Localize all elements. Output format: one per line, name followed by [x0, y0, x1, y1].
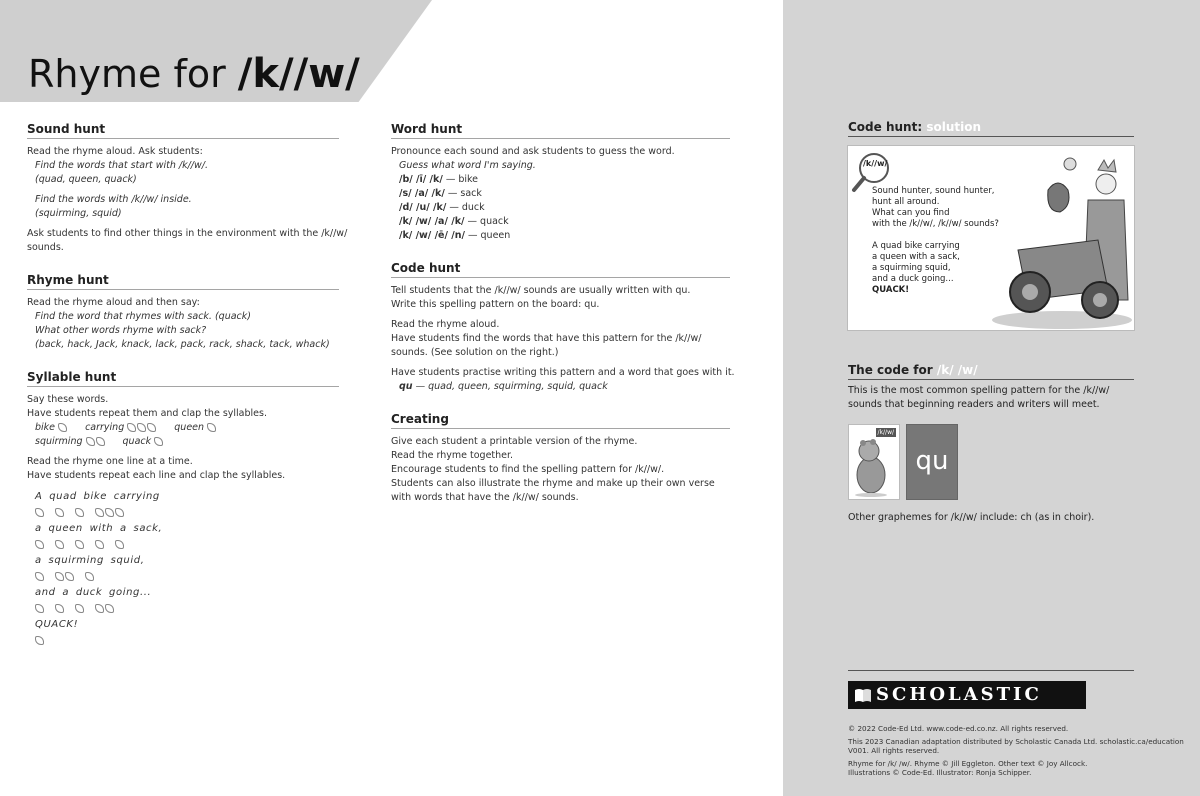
code-hunt-l7: qu — quad, queen, squirming, squid, quack [399, 381, 608, 392]
clap-icon [86, 437, 95, 446]
sound-hunt-outro: Ask students to find other things in the environment with the /k//w/ [27, 228, 348, 239]
scholastic-logo [848, 681, 1086, 709]
clap-row-4 [27, 601, 339, 617]
logo-text: SCHOLASTIC [876, 684, 1042, 705]
creating-line: Encourage students to find the spelling pattern for /k//w/. [391, 464, 665, 475]
title-sound: /k//w/ [237, 51, 360, 97]
clap-icon [207, 423, 216, 432]
quokka-card-badge: /k//w/ [877, 429, 894, 436]
sound-hunt-intro: Read the rhyme aloud. Ask students: [27, 146, 203, 157]
creating-line: with words that have the /k//w/ sounds. [391, 492, 579, 503]
sound-hunt-q1: Find the words that start with /k//w/. [35, 160, 208, 171]
code-hunt-l3: Read the rhyme aloud. [391, 319, 500, 330]
open-book-icon [854, 687, 872, 703]
solution-verse: Sound hunter, sound hunter, hunt all around. What can you find with the /k//w/, /k//w/ sounds? A quad bike carrying a queen with a sack, a squirming squid, and a duck going... QUACK! [872, 186, 999, 295]
creating-section [391, 412, 730, 505]
clap-icon [127, 423, 136, 432]
other-graphemes: Other graphemes for /k//w/ include: ch (as in choir). [848, 512, 1095, 523]
clap-icon [96, 437, 105, 446]
clap-row-5 [27, 633, 339, 649]
code-hunt-l4: Have students find the words that have this pattern for the /k//w/ [391, 333, 702, 344]
rhyme-line-4: and a duck going... [35, 587, 152, 598]
copyright-line: © 2022 Code-Ed Ltd. www.code-ed.co.nz. All rights reserved. [848, 724, 1069, 733]
quokka-card [848, 424, 900, 500]
word-hunt-heading: Word hunt [391, 122, 730, 139]
rhyme-illustration [847, 145, 1135, 331]
right-panel [783, 0, 1200, 796]
rhyme-hunt-heading: Rhyme hunt [27, 273, 339, 290]
word-hunt-row: /k/ /w/ /a/ /k/ — quack [399, 216, 509, 227]
creating-heading: Creating [391, 412, 730, 429]
page-title: Rhyme for /k//w/ [28, 51, 360, 97]
copyright-line: This 2023 Canadian adaptation distributed by Scholastic Canada Ltd. scholastic.ca/education [848, 737, 1184, 746]
footer-divider [848, 670, 1134, 671]
syllable-hunt-section [27, 370, 339, 649]
sound-hunt-q2: Find the words with /k//w/ inside. [35, 194, 192, 205]
code-cards [848, 424, 1048, 502]
syllable-words-row-1 [27, 421, 339, 435]
syllable-hunt-l3: Read the rhyme one line at a time. [27, 456, 193, 467]
quad-bike-queen-illustration [988, 150, 1134, 330]
credits-line: Illustrations © Code-Ed. Illustrator: Ronja Schipper. [848, 768, 1032, 777]
code-hunt-l6: Have students practise writing this pattern and a word that goes with it. [391, 367, 735, 378]
rhyme-line-1: A quad bike carrying [35, 491, 160, 502]
word-carrying: carrying [85, 422, 125, 433]
rhyme-hunt-q1: Find the word that rhymes with sack. (quack) [35, 311, 251, 322]
rhyme-hunt-section [27, 273, 339, 352]
code-hunt-heading: Code hunt [391, 261, 730, 278]
sound-hunt-a1: (quad, queen, quack) [35, 174, 137, 185]
word-squirming: squirming [35, 436, 83, 447]
word-hunt-row: /k/ /w/ /ē/ /n/ — queen [399, 230, 511, 241]
sound-hunt-section [27, 122, 348, 255]
rhyme-hunt-a2: (back, hack, Jack, knack, lack, pack, rack, shack, tack, whack) [35, 339, 330, 350]
rhyme-line-3: a squirming squid, [35, 555, 145, 566]
sound-hunt-heading: Sound hunt [27, 122, 339, 139]
word-hunt-row: /d/ /u/ /k/ — duck [399, 202, 485, 213]
creating-line: Read the rhyme together. [391, 450, 514, 461]
code-hunt-l5: sounds. (See solution on the right.) [391, 347, 559, 358]
rhyme-line-5: QUACK! [35, 619, 79, 630]
word-bike: bike [35, 422, 56, 433]
sound-hunt-outro-2: sounds. [27, 242, 64, 253]
syllable-hunt-l1: Say these words. [27, 394, 109, 405]
syllable-hunt-heading: Syllable hunt [27, 370, 339, 387]
rhyme-hunt-q2: What other words rhyme with sack? [35, 325, 207, 336]
syllable-words-row-2 [27, 435, 339, 449]
syllable-hunt-l4: Have students repeat each line and clap the syllables. [27, 470, 286, 481]
word-hunt-section [391, 122, 730, 243]
code-for-heading: The code for /k/ /w/ [848, 363, 1134, 380]
rhyme-hunt-intro: Read the rhyme aloud and then say: [27, 297, 200, 308]
word-hunt-row: /b/ /ī/ /k/ — bike [399, 174, 479, 185]
clap-row-3 [27, 569, 339, 585]
copyright-line: V001. All rights reserved. [848, 746, 940, 755]
clap-icon [137, 423, 146, 432]
clap-icon [58, 423, 67, 432]
clap-icon [154, 437, 163, 446]
rhyme-line-2: a queen with a sack, [35, 523, 163, 534]
left-column [27, 122, 348, 667]
word-quack: quack [122, 436, 152, 447]
clap-row-1 [27, 505, 339, 521]
qu-card: qu [906, 424, 958, 500]
word-hunt-intro: Pronounce each sound and ask students to guess the word. [391, 146, 675, 157]
creating-line: Give each student a printable version of the rhyme. [391, 436, 638, 447]
sound-hunt-a2: (squirming, squid) [35, 208, 122, 219]
code-hunt-section [391, 261, 735, 394]
middle-column [391, 122, 735, 523]
clap-icon [147, 423, 156, 432]
code-for-description: This is the most common spelling pattern for the /k//w/ sounds that beginning readers and writers will meet. [848, 385, 1110, 410]
word-hunt-row: /s/ /a/ /k/ — sack [399, 188, 482, 199]
clap-row-2 [27, 537, 339, 553]
creating-line: Students can also illustrate the rhyme and make up their own verse [391, 478, 715, 489]
code-hunt-solution-heading: Code hunt: solution [848, 120, 1134, 137]
syllable-hunt-l2: Have students repeat them and clap the syllables. [27, 408, 267, 419]
word-hunt-prompt: Guess what word I'm saying. [399, 160, 536, 171]
code-hunt-l2: Write this spelling pattern on the board: qu. [391, 299, 600, 310]
code-hunt-l1: Tell students that the /k//w/ sounds are usually written with qu. [391, 285, 691, 296]
word-queen: queen [174, 422, 205, 433]
solution-badge: /k//w/ [863, 159, 888, 168]
credits-line: Rhyme for /k/ /w/. Rhyme © Jill Eggleton. Other text © Joy Allcock. [848, 759, 1088, 768]
